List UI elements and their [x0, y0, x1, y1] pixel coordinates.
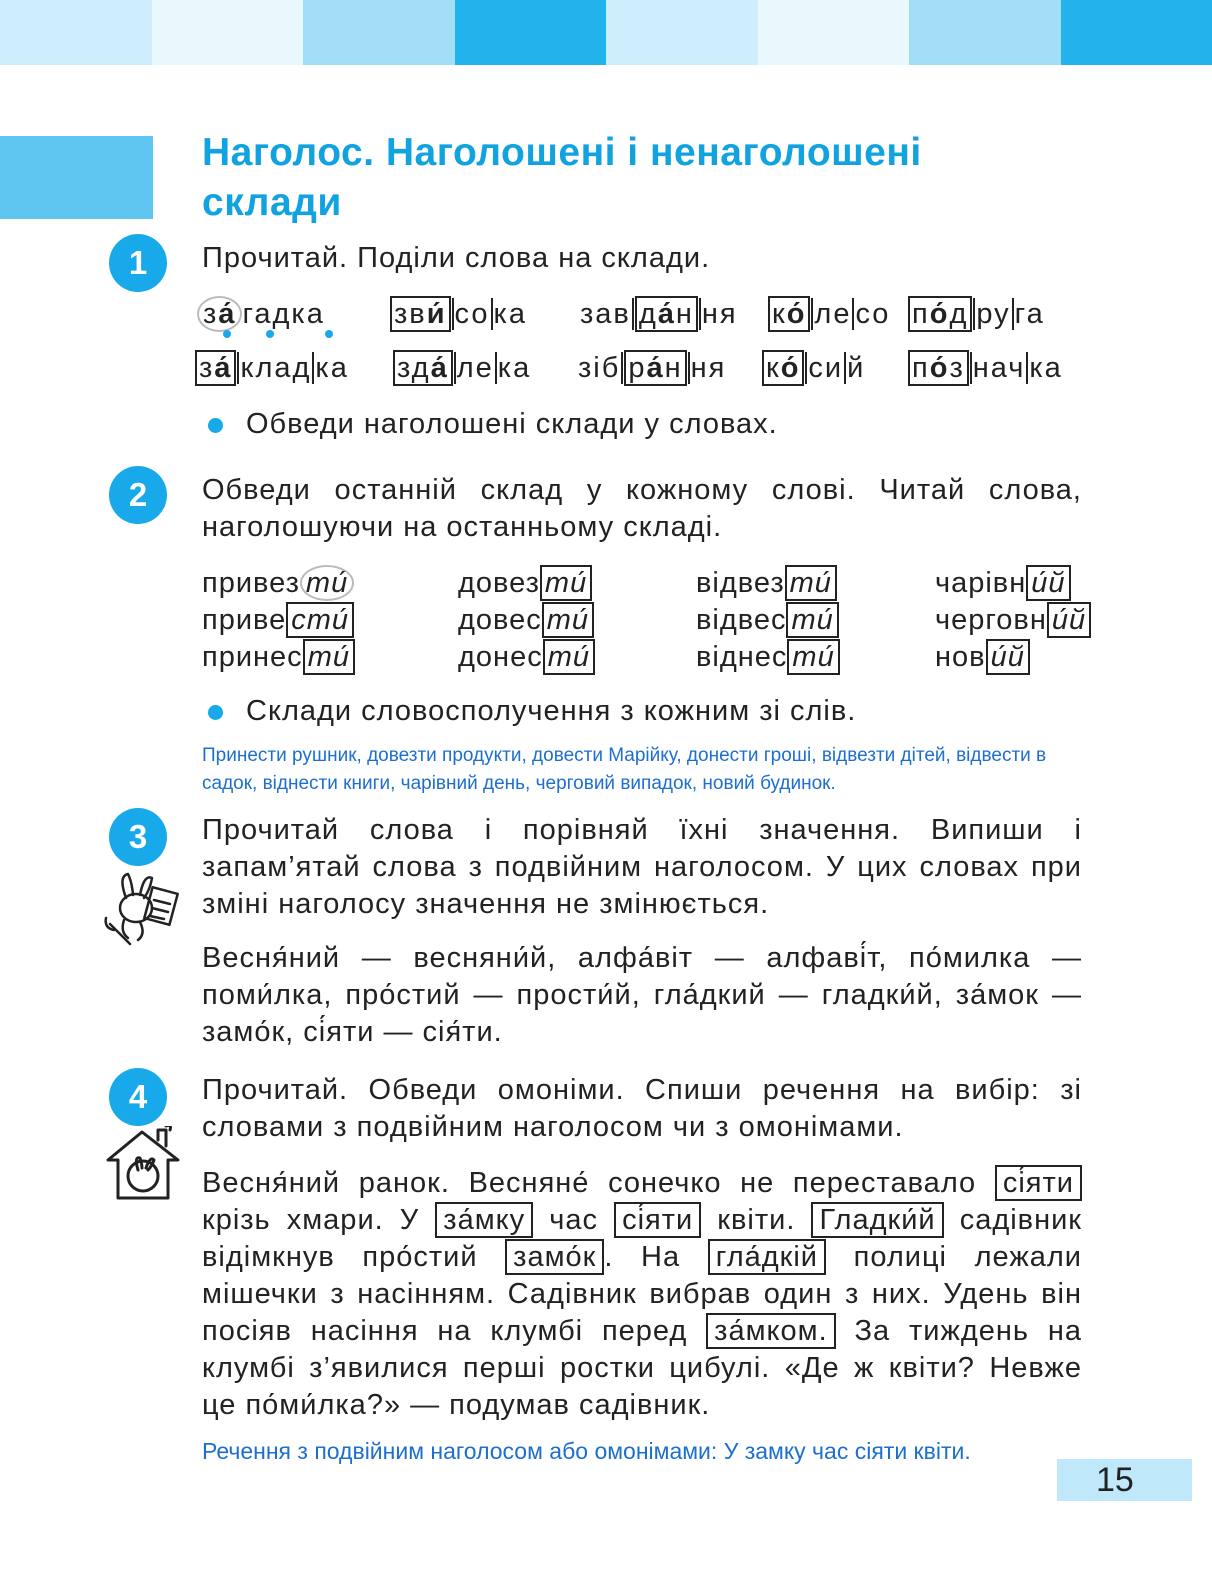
exercise-4-story: Весня́ний ранок. Весняне́ сонечко не переставало сі́яти крізь хмари. У за́мку час сі́яти квіти. Гладки́й садівник відімкнув про́стий замо́к . На гла́дкій полиці лежали мішечки з насінням. Садівник вибрав один з них. Удень він посіяв насіння на клумбі перед за́мком. За тиждень на клумбі з’явилися перші ростки цибулі. «Де ж квіти? Невже це по́ми́лка?» — подумав садівник. [202, 1167, 1083, 1421]
top-color-band [0, 0, 1212, 65]
word-zavdannia: зав да́н ня [580, 298, 738, 330]
word-koleso: ко́ ле со [768, 296, 890, 333]
word-kosyi: ко́ си й [762, 350, 865, 387]
exercise-1-number: 1 [109, 234, 167, 292]
band-segment [909, 0, 1061, 65]
exercise-3-instruction: Прочитай слова і порівняй їхні значення. Випиши і запам’ятай слова з подвійним наголосом. У цих словах при зміні наголосу значення не змінюється. [202, 814, 1082, 920]
word-col2-row3: донес ти́ [458, 639, 595, 676]
exercise-3-number: 3 [109, 808, 167, 866]
exercise-1-instruction: Прочитай. Поділи слова на склади. [202, 242, 711, 274]
word-zdaleka: зда́ ле ка [393, 350, 531, 387]
word-col3-row3: віднес ти́ [696, 639, 840, 676]
syllable-dot [266, 330, 274, 338]
exercise-1-bullet: Обведи наголошені склади у словах. [246, 408, 778, 440]
band-segment [455, 0, 607, 65]
exercise-4-number: 4 [109, 1068, 167, 1126]
syllable-dot [325, 330, 333, 338]
band-segment [758, 0, 910, 65]
exercise-3-words: Весня́ний — весняни́й, алфа́віт — алфаві́т, по́милка — поми́лка, про́стий — прости́й, гла́дкий — гладки́й, за́мок — замо́к, сі́яти — сія́ти. [202, 942, 1082, 1048]
exercise-2-number: 2 [109, 466, 167, 524]
exercise-2-bullet: Склади словосполучення з кожним зі слів. [246, 695, 857, 727]
exercise-4-answer: Речення з подвійним наголосом або омонімами: У замку час сіяти квіти. [202, 1438, 971, 1464]
syllable-dot [223, 330, 231, 338]
word-col2-row2: довес ти́ [458, 602, 594, 639]
bullet-icon [208, 418, 223, 433]
word-col3-row1: відвез ти́ [696, 565, 837, 602]
word-zakladka: за́ клад ка [195, 350, 349, 387]
word-col4-row1: чарівн и́й [935, 565, 1071, 602]
page-number: 15 [1096, 1461, 1134, 1499]
title-line-1: Наголос. Наголошені і ненаголошені [202, 131, 922, 174]
exercise-2-answer: Принести рушник, довезти продукти, довести Марійку, донести гроші, відвезти дітей, відвести в садок, віднести книги, чарівний день, черговий випадок, новий будинок. [202, 745, 1047, 794]
exercise-2-instruction: Обведи останній склад у кожному слові. Читай слова, наголошуючи на останньому складі. [202, 474, 1082, 543]
word-col2-row1: довез ти́ [458, 565, 592, 602]
word-zagadka: за́ гадка [197, 296, 325, 333]
band-segment [303, 0, 455, 65]
word-col1-row2: приве сти́ [202, 602, 354, 639]
band-segment [0, 0, 152, 65]
word-podruga: по́д ру га [908, 296, 1045, 333]
band-segment [1061, 0, 1212, 65]
word-col1-row3: принес ти́ [202, 639, 355, 676]
bunny-writing-icon [100, 868, 182, 948]
exercise-4-instruction: Прочитай. Обведи омоніми. Спиши речення на вибір: зі словами з подвійним наголосом чи з омонімами. [202, 1074, 1082, 1143]
page-title [202, 128, 1102, 228]
word-col4-row2: черговн и́й [935, 602, 1091, 639]
band-segment [152, 0, 304, 65]
home-task-icon [104, 1126, 184, 1202]
bullet-icon [208, 705, 223, 720]
word-col4-row3: нов и́й [935, 639, 1030, 676]
word-col3-row2: відвес ти́ [696, 602, 839, 639]
word-col1-row1: привез ти́ [202, 565, 354, 602]
title-line-2: склади [202, 181, 342, 224]
word-zvysoka: зви́ со ка [390, 296, 527, 333]
word-pozna4ka: по́з нач ка [908, 350, 1063, 387]
word-zbyrannia: зіб ра́н ня [578, 352, 727, 384]
band-segment [606, 0, 758, 65]
section-side-tab [0, 136, 153, 219]
